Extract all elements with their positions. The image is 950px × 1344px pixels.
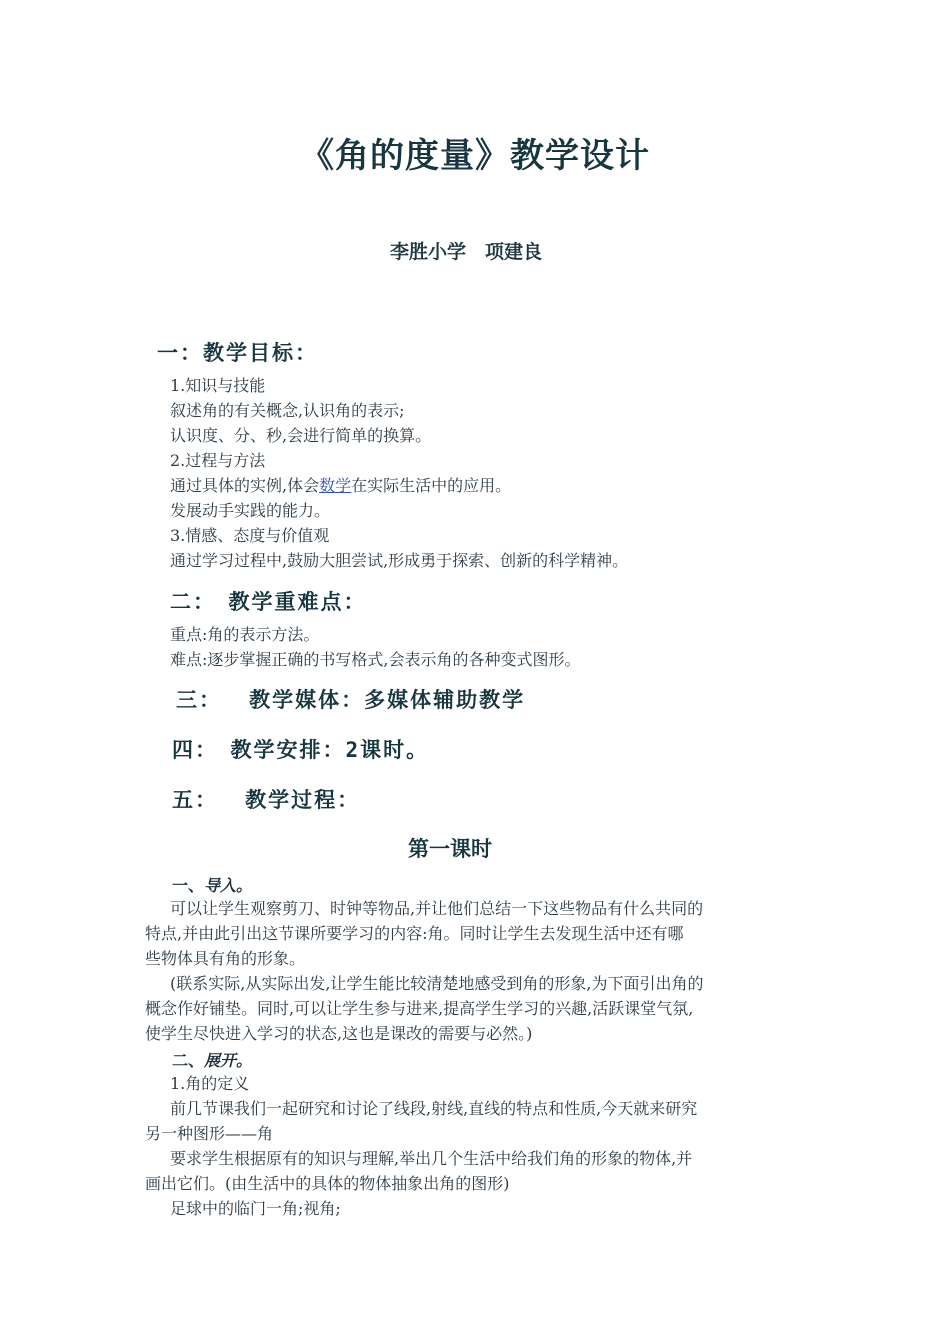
- section1-item2-line1: [170, 474, 511, 498]
- part1-p1-line1: 可以让学生观察剪刀、时钟等物品,并让他们总结一下这些物品有什么共同的: [170, 899, 704, 918]
- section4-heading: 四： 教学安排：2课时。: [172, 738, 430, 762]
- part2-heading: [172, 1048, 252, 1071]
- part2-p2-line1: 要求学生根据原有的知识与理解,举出几个生活中给我们角的形象的物体,并: [170, 1149, 693, 1168]
- document-title: 《角的度量》教学设计: [300, 136, 650, 176]
- section5-heading: 五： 教学过程：: [172, 788, 361, 812]
- section1-item1-title: 1.知识与技能: [170, 376, 266, 395]
- part2-p1-line1: 前几节课我们一起研究和讨论了线段,射线,直线的特点和性质,今天就来研究: [170, 1099, 698, 1118]
- section1-item3-line1: 通过学习过程中,鼓励大胆尝试,形成勇于探索、创新的科学精神。: [170, 551, 629, 570]
- section2-line1: 重点:角的表示方法。: [170, 625, 320, 644]
- section1-item2-title: 2.过程与方法: [170, 451, 266, 470]
- part1-heading: [172, 873, 252, 896]
- text-segment: 通过具体的实例,体会: [170, 476, 320, 495]
- section1-item2-line2: 发展动手实践的能力。: [170, 501, 331, 520]
- text-segment: 在实际生活中的应用。: [351, 476, 512, 495]
- section1-item1-line2: 认识度、分、秒,会进行简单的换算。: [170, 426, 432, 445]
- part1-p2-line1: (联系实际,从实际出发,让学生能比较清楚地感受到角的形象,为下面引出角的: [170, 974, 704, 993]
- part2-title: 展开。: [204, 1051, 253, 1070]
- section1-item1-line1: 叙述角的有关概念,认识角的表示;: [170, 401, 405, 420]
- author-line: 李胜小学 项建良: [389, 241, 542, 263]
- part2-p1-line2: 另一种图形——角: [145, 1124, 274, 1143]
- part2-item1: 1.角的定义: [170, 1074, 250, 1093]
- section2-line2: 难点:逐步掌握正确的书写格式,会表示角的各种变式图形。: [170, 650, 581, 669]
- section2-heading: 二： 教学重难点：: [170, 590, 367, 614]
- section1-item3-title: 3.情感、态度与价值观: [170, 526, 330, 545]
- section3-heading: 三： 教学媒体：多媒体辅助教学: [176, 688, 526, 712]
- part1-label: 一、: [172, 876, 205, 895]
- part1-p1-line3: 些物体具有角的形象。: [145, 949, 306, 968]
- part1-p1-line2: 特点,并由此引出这节课所要学习的内容:角。同时让学生去发现生活中还有哪: [145, 924, 684, 943]
- math-link[interactable]: 数学: [319, 476, 352, 495]
- part2-p3-line1: 足球中的临门一角;视角;: [170, 1199, 341, 1218]
- part1-title: 导入。: [204, 876, 253, 895]
- part1-p2-line2: 概念作好铺垫。同时,可以让学生参与进来,提高学生学习的兴趣,活跃课堂气氛,: [145, 999, 694, 1018]
- part2-p2-line2: 画出它们。(由生活中的具体的物体抽象出角的图形): [145, 1174, 510, 1193]
- part2-label: 二、: [172, 1051, 205, 1070]
- lesson1-heading: 第一课时: [408, 837, 492, 861]
- section1-heading: 一：教学目标：: [157, 341, 318, 365]
- part1-p2-line3: 使学生尽快进入学习的状态,这也是课改的需要与必然。): [145, 1024, 533, 1043]
